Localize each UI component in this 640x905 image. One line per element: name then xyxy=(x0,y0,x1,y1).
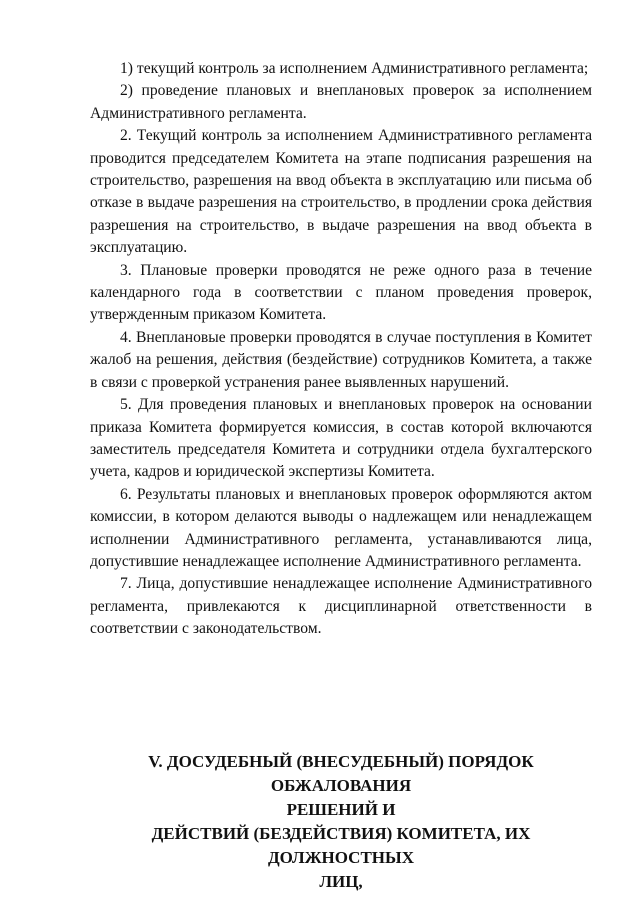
paragraph-2-current-control: 2. Текущий контроль за исполнением Административного регламента проводится председателем Комитета на этапе подписания разрешения на строительство, разрешения на ввод объекта в эксплуатацию или письма об отказе в выдаче разрешения на строительство, в продлении срока действия разрешения на строительство, в выдаче разрешения на ввод объекта в эксплуатацию. xyxy=(90,127,592,257)
heading-line-1: V. ДОСУДЕБНЫЙ (ВНЕСУДЕБНЫЙ) ПОРЯДОК ОБЖАЛОВАНИЯ xyxy=(148,752,534,795)
heading-line-2: РЕШЕНИЙ И xyxy=(286,800,396,819)
paragraph-item-1: 1) текущий контроль за исполнением Административного регламента; xyxy=(120,60,589,77)
heading-line-4: ЛИЦ, xyxy=(319,872,363,891)
paragraph-5-commission: 5. Для проведения плановых и внеплановых проверок на основании приказа Комитета формируется комиссия, в состав которой включаются заместитель председателя Комитета и сотрудники отдела бухгалтерского учета, кадров и юридической экспертизы Комитета. xyxy=(90,396,592,481)
paragraph-6-results: 6. Результаты плановых и внеплановых проверок оформляются актом комиссии, в котором делаются выводы о надлежащем или ненадлежащем исполнении Административного регламента, устанавливаются лица, допустившие ненадлежащее исполнение Административного регламента. xyxy=(90,485,592,570)
paragraph-item-2: 2) проведение плановых и внеплановых проверок за исполнением Административного регламента. xyxy=(90,82,592,122)
section-v-heading xyxy=(90,750,592,894)
heading-line-3: ДЕЙСТВИЙ (БЕЗДЕЙСТВИЯ) КОМИТЕТА, ИХ ДОЛЖНОСТНЫХ xyxy=(151,824,531,867)
document-body xyxy=(90,58,592,641)
paragraph-7-liability: 7. Лица, допустившие ненадлежащее исполнение Административного регламента, привлекаются к дисциплинарной ответственности в соответствии с законодательством. xyxy=(90,575,592,638)
paragraph-3-planned-inspections: 3. Плановые проверки проводятся не реже одного раза в течение календарного года в соответствии с планом проведения проверок, утвержденным приказом Комитета. xyxy=(90,261,592,324)
paragraph-4-unplanned-inspections: 4. Внеплановые проверки проводятся в случае поступления в Комитет жалоб на решения, действия (бездействие) сотрудников Комитета, а также в связи с проверкой устранения ранее выявленных нарушений. xyxy=(90,328,592,391)
